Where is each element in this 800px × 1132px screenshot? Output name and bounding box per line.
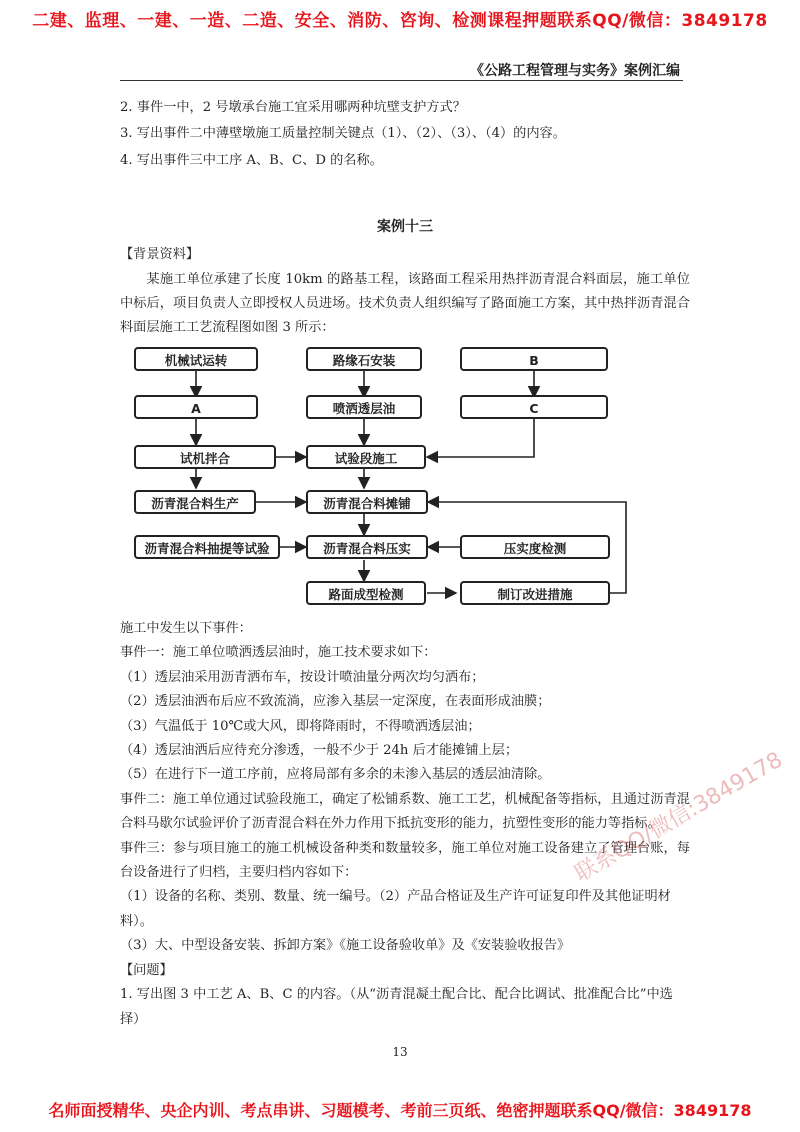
event1-item-3: （3）气温低于 10℃或大风，即将降雨时，不得喷洒透层油；: [120, 718, 481, 734]
page-content: [120, 96, 690, 1032]
question-label: 【问题】: [120, 962, 173, 978]
prev-question-3: 3. 写出事件二中薄壁墩施工质量控制关键点（1）、（2）、（3）、（4）的内容。: [120, 126, 566, 142]
box-compaction-test: 压实度检测: [460, 535, 610, 559]
box-improvement: 制订改进措施: [460, 581, 610, 605]
box-machine-test: 机械试运转: [134, 347, 258, 371]
question-1: 1. 写出图 3 中工艺 A、B、C 的内容。（从“沥青混凝土配合比、配合比调试、批准配合比”中选择）: [120, 987, 673, 1027]
box-process-a: A: [134, 395, 258, 419]
background-label: 【背景资料】: [120, 247, 200, 263]
box-trial-mix: 试机拌合: [134, 445, 276, 469]
events-intro: 施工中发生以下事件：: [120, 620, 252, 636]
box-process-c: C: [460, 395, 608, 419]
box-curb-install: 路缘石安装: [306, 347, 422, 371]
event1-item-4: （4）透层油洒后应待充分渗透，一般不少于 24h 后才能摊铺上层；: [120, 742, 519, 758]
event1-item-2: （2）透层油洒布后应不致流淌，应渗入基层一定深度，在表面形成油膜；: [120, 694, 551, 710]
event1-item-5: （5）在进行下一道工序前，应将局部有多余的未渗入基层的透层油清除。: [120, 767, 551, 783]
prev-question-2: 2. 事件一中，2 号墩承台施工宜采用哪两种坑壁支护方式？: [120, 100, 466, 115]
top-promo-banner: 二建、监理、一建、一造、二造、安全、消防、咨询、检测课程押题联系QQ/微信：3849178: [32, 11, 768, 31]
box-compaction: 沥青混合料压实: [306, 535, 428, 559]
flowchart-connectors: [126, 345, 646, 613]
header-divider: [120, 80, 683, 81]
document-header-title: 《公路工程管理与实务》案例汇编: [470, 63, 680, 79]
box-paving: 沥青混合料摊铺: [306, 490, 428, 514]
event3-item-3: （3）大、中型设备安装、拆卸方案》《施工设备验收单》及《安装验收报告》: [120, 938, 571, 954]
box-process-b: B: [460, 347, 608, 371]
event3-item-1: （1）设备的名称、类别、数量、统一编号。（2）产品合格证及生产许可证复印件及其他证明材料）。: [120, 889, 671, 929]
prev-question-4: 4. 写出事件三中工序 A、B、C、D 的名称。: [120, 152, 383, 168]
process-flowchart: [126, 345, 646, 613]
event1-title: 事件一：施工单位喷洒透层油时，施工技术要求如下：: [120, 645, 437, 661]
watermark-text: 联系QQ/微信:3849178: [570, 747, 787, 887]
background-text: 某施工单位承建了长度 10km 的路基工程，该路面工程采用热拌沥青混合料面层，施工单位中标后，项目负责人立即授权人员进场。技术负责人组织编写了路面施工方案，其中热拌沥青混合料面层施工工艺流程图如图 3 所示：: [120, 271, 690, 336]
bottom-promo-banner: 名师面授精华、央企内训、考点串讲、习题模考、考前三页纸、绝密押题联系QQ/微信：3849178: [48, 1101, 752, 1120]
page-number: 13: [392, 1045, 408, 1059]
box-asphalt-production: 沥青混合料生产: [134, 490, 256, 514]
event1-item-1: （1）透层油采用沥青洒布车，按设计喷油量分两次均匀洒布；: [120, 669, 485, 685]
box-inspection: 路面成型检测: [306, 581, 426, 605]
event2-text: 事件二：施工单位通过试验段施工，确定了松铺系数、施工工艺，机械配备等指标，且通过沥青混合料马歇尔试验评价了沥青混合料在外力作用下抵抗变形的能力，抗塑性变形的能力等指标。: [120, 791, 690, 832]
case-title: 案例十三: [377, 219, 433, 236]
event3-text: 事件三：参与项目施工的施工机械设备种类和数量较多，施工单位对施工设备建立了管理台账，每台设备进行了归档，主要归档内容如下：: [120, 840, 690, 881]
box-trial-section: 试验段施工: [306, 445, 426, 469]
arrow-c-to-trial: [427, 419, 534, 457]
box-sampling-test: 沥青混合料抽提等试验: [134, 535, 280, 559]
box-prime-coat: 喷洒透层油: [306, 395, 422, 419]
